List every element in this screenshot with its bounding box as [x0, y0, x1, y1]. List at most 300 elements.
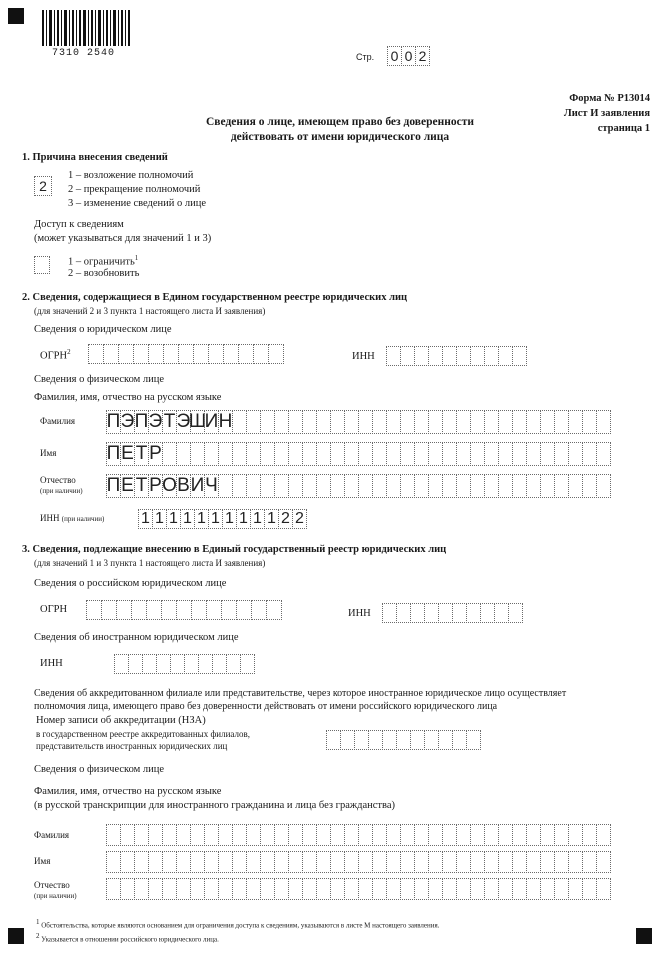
char-cell[interactable]: [208, 344, 224, 364]
char-cell[interactable]: [512, 442, 527, 466]
char-cell[interactable]: [480, 603, 495, 623]
char-cell[interactable]: [568, 410, 583, 434]
char-cell[interactable]: [114, 654, 129, 674]
char-cell[interactable]: [512, 474, 527, 498]
char-cell[interactable]: [274, 851, 289, 873]
char-cell[interactable]: [288, 442, 303, 466]
char-cell[interactable]: [204, 878, 219, 900]
char-cell[interactable]: [266, 600, 282, 620]
char-cell[interactable]: [442, 878, 457, 900]
char-cell[interactable]: [438, 730, 453, 750]
char-cell[interactable]: [288, 410, 303, 434]
char-cell[interactable]: [386, 878, 401, 900]
section3-name-cells[interactable]: [106, 851, 610, 873]
char-cell[interactable]: [442, 824, 457, 846]
char-cell[interactable]: 1: [194, 509, 209, 529]
char-cell[interactable]: Ч: [205, 475, 218, 496]
char-cell[interactable]: [232, 878, 247, 900]
char-cell[interactable]: [442, 474, 457, 498]
char-cell[interactable]: [526, 474, 541, 498]
char-cell[interactable]: [253, 344, 269, 364]
char-cell[interactable]: [88, 344, 104, 364]
char-cell[interactable]: [498, 410, 513, 434]
char-cell[interactable]: [512, 410, 527, 434]
char-cell[interactable]: [372, 442, 387, 466]
char-cell[interactable]: [118, 344, 134, 364]
char-cell[interactable]: [120, 878, 135, 900]
section3-patronymic-cells[interactable]: [106, 878, 610, 900]
char-cell[interactable]: [358, 851, 373, 873]
char-cell[interactable]: [148, 878, 163, 900]
char-cell[interactable]: [316, 878, 331, 900]
char-cell[interactable]: [176, 824, 191, 846]
char-cell[interactable]: [316, 474, 331, 498]
char-cell[interactable]: [236, 600, 252, 620]
char-cell[interactable]: [148, 851, 163, 873]
access-cell[interactable]: [34, 256, 49, 274]
char-cell[interactable]: Э: [148, 411, 163, 432]
char-cell[interactable]: 1: [236, 509, 251, 529]
char-cell[interactable]: И: [190, 475, 205, 496]
char-cell[interactable]: [344, 851, 359, 873]
char-cell[interactable]: 2: [415, 46, 430, 66]
char-cell[interactable]: [498, 851, 513, 873]
char-cell[interactable]: [582, 824, 597, 846]
char-cell[interactable]: [156, 654, 171, 674]
char-cell[interactable]: [554, 474, 569, 498]
char-cell[interactable]: [302, 442, 317, 466]
char-cell[interactable]: В: [177, 475, 190, 496]
section2-inn-cells[interactable]: [386, 346, 526, 366]
section3-ogrn-cells[interactable]: [86, 600, 281, 620]
char-cell[interactable]: [596, 851, 611, 873]
char-cell[interactable]: [400, 824, 415, 846]
char-cell[interactable]: [260, 474, 275, 498]
char-cell[interactable]: [146, 600, 162, 620]
char-cell[interactable]: [232, 851, 247, 873]
char-cell[interactable]: [302, 878, 317, 900]
char-cell[interactable]: [424, 603, 439, 623]
char-cell[interactable]: [400, 878, 415, 900]
char-cell[interactable]: [274, 410, 289, 434]
char-cell[interactable]: Ш: [188, 411, 207, 432]
char-cell[interactable]: [484, 851, 499, 873]
char-cell[interactable]: [414, 851, 429, 873]
char-cell[interactable]: [326, 730, 341, 750]
char-cell[interactable]: [498, 824, 513, 846]
char-cell[interactable]: Р: [149, 475, 162, 496]
char-cell[interactable]: [512, 878, 527, 900]
section2-inn-person-cells[interactable]: [138, 509, 306, 529]
char-cell[interactable]: [382, 603, 397, 623]
char-cell[interactable]: [442, 346, 457, 366]
char-cell[interactable]: [34, 256, 50, 274]
char-cell[interactable]: [596, 824, 611, 846]
char-cell[interactable]: [190, 824, 205, 846]
char-cell[interactable]: [330, 851, 345, 873]
char-cell[interactable]: 0: [387, 46, 402, 66]
char-cell[interactable]: [372, 410, 387, 434]
char-cell[interactable]: [190, 851, 205, 873]
char-cell[interactable]: [134, 851, 149, 873]
char-cell[interactable]: [456, 878, 471, 900]
char-cell[interactable]: [582, 410, 597, 434]
char-cell[interactable]: [232, 824, 247, 846]
char-cell[interactable]: [400, 346, 415, 366]
char-cell[interactable]: [568, 442, 583, 466]
char-cell[interactable]: 1: [250, 509, 265, 529]
char-cell[interactable]: [386, 410, 401, 434]
char-cell[interactable]: [386, 824, 401, 846]
char-cell[interactable]: [386, 346, 401, 366]
char-cell[interactable]: [596, 410, 611, 434]
section3-inn-cells[interactable]: [382, 603, 522, 623]
char-cell[interactable]: [554, 442, 569, 466]
char-cell[interactable]: [512, 851, 527, 873]
char-cell[interactable]: [246, 410, 261, 434]
char-cell[interactable]: П: [106, 443, 121, 464]
char-cell[interactable]: [302, 474, 317, 498]
char-cell[interactable]: [540, 474, 555, 498]
char-cell[interactable]: [101, 600, 117, 620]
char-cell[interactable]: [316, 851, 331, 873]
char-cell[interactable]: [456, 851, 471, 873]
char-cell[interactable]: [330, 878, 345, 900]
char-cell[interactable]: [554, 878, 569, 900]
char-cell[interactable]: [540, 878, 555, 900]
char-cell[interactable]: [170, 654, 185, 674]
char-cell[interactable]: [596, 474, 611, 498]
char-cell[interactable]: [428, 851, 443, 873]
char-cell[interactable]: Э: [120, 411, 135, 432]
char-cell[interactable]: [452, 603, 467, 623]
char-cell[interactable]: [246, 851, 261, 873]
char-cell[interactable]: [498, 442, 513, 466]
char-cell[interactable]: [246, 442, 261, 466]
char-cell[interactable]: [260, 851, 275, 873]
char-cell[interactable]: [246, 878, 261, 900]
char-cell[interactable]: [316, 442, 331, 466]
char-cell[interactable]: [414, 878, 429, 900]
char-cell[interactable]: [288, 824, 303, 846]
char-cell[interactable]: [316, 824, 331, 846]
char-cell[interactable]: [456, 410, 471, 434]
char-cell[interactable]: [142, 654, 157, 674]
char-cell[interactable]: [128, 654, 143, 674]
char-cell[interactable]: [274, 878, 289, 900]
char-cell[interactable]: П: [106, 411, 121, 432]
char-cell[interactable]: [260, 878, 275, 900]
char-cell[interactable]: [526, 824, 541, 846]
char-cell[interactable]: [340, 730, 355, 750]
char-cell[interactable]: [358, 410, 373, 434]
char-cell[interactable]: [484, 474, 499, 498]
char-cell[interactable]: [400, 410, 415, 434]
char-cell[interactable]: [190, 878, 205, 900]
char-cell[interactable]: П: [106, 475, 121, 496]
char-cell[interactable]: 1: [208, 509, 223, 529]
char-cell[interactable]: [226, 654, 241, 674]
char-cell[interactable]: [484, 346, 499, 366]
char-cell[interactable]: [400, 442, 415, 466]
char-cell[interactable]: О: [162, 475, 177, 496]
char-cell[interactable]: [456, 442, 471, 466]
char-cell[interactable]: Т: [163, 411, 176, 432]
char-cell[interactable]: [526, 442, 541, 466]
char-cell[interactable]: 2: [292, 509, 307, 529]
char-cell[interactable]: [442, 851, 457, 873]
char-cell[interactable]: [470, 878, 485, 900]
char-cell[interactable]: [372, 851, 387, 873]
char-cell[interactable]: Т: [135, 475, 148, 496]
char-cell[interactable]: [470, 474, 485, 498]
char-cell[interactable]: [232, 442, 247, 466]
char-cell[interactable]: [176, 851, 191, 873]
section3-surname-cells[interactable]: [106, 824, 610, 846]
char-cell[interactable]: [260, 410, 275, 434]
char-cell[interactable]: [260, 824, 275, 846]
char-cell[interactable]: [251, 600, 267, 620]
char-cell[interactable]: [428, 346, 443, 366]
char-cell[interactable]: Т: [135, 443, 148, 464]
char-cell[interactable]: [396, 603, 411, 623]
char-cell[interactable]: [106, 824, 121, 846]
char-cell[interactable]: [204, 442, 219, 466]
char-cell[interactable]: [354, 730, 369, 750]
char-cell[interactable]: [372, 474, 387, 498]
char-cell[interactable]: [442, 410, 457, 434]
char-cell[interactable]: [452, 730, 467, 750]
char-cell[interactable]: [344, 824, 359, 846]
char-cell[interactable]: [106, 878, 121, 900]
char-cell[interactable]: [428, 824, 443, 846]
char-cell[interactable]: [582, 442, 597, 466]
char-cell[interactable]: [316, 410, 331, 434]
char-cell[interactable]: [400, 851, 415, 873]
char-cell[interactable]: И: [204, 411, 219, 432]
char-cell[interactable]: [554, 851, 569, 873]
char-cell[interactable]: [223, 344, 239, 364]
char-cell[interactable]: [596, 442, 611, 466]
char-cell[interactable]: [302, 410, 317, 434]
char-cell[interactable]: [178, 344, 194, 364]
char-cell[interactable]: [386, 442, 401, 466]
char-cell[interactable]: [120, 824, 135, 846]
char-cell[interactable]: [456, 346, 471, 366]
char-cell[interactable]: [344, 474, 359, 498]
char-cell[interactable]: [162, 851, 177, 873]
char-cell[interactable]: [554, 824, 569, 846]
char-cell[interactable]: [568, 824, 583, 846]
section2-patronymic-cells[interactable]: [106, 474, 610, 498]
char-cell[interactable]: 0: [401, 46, 416, 66]
char-cell[interactable]: [133, 344, 149, 364]
section3-nza-cells[interactable]: [326, 730, 480, 750]
char-cell[interactable]: Е: [121, 443, 134, 464]
reason-cell[interactable]: [34, 176, 51, 196]
char-cell[interactable]: [238, 344, 254, 364]
char-cell[interactable]: [162, 878, 177, 900]
char-cell[interactable]: [218, 824, 233, 846]
char-cell[interactable]: [410, 730, 425, 750]
char-cell[interactable]: [358, 824, 373, 846]
char-cell[interactable]: [414, 410, 429, 434]
char-cell[interactable]: [204, 824, 219, 846]
char-cell[interactable]: [190, 442, 205, 466]
char-cell[interactable]: [554, 410, 569, 434]
char-cell[interactable]: [274, 474, 289, 498]
char-cell[interactable]: [176, 600, 192, 620]
char-cell[interactable]: [442, 442, 457, 466]
char-cell[interactable]: [596, 878, 611, 900]
char-cell[interactable]: [540, 824, 555, 846]
char-cell[interactable]: [382, 730, 397, 750]
char-cell[interactable]: [470, 410, 485, 434]
char-cell[interactable]: [206, 600, 222, 620]
char-cell[interactable]: [288, 851, 303, 873]
char-cell[interactable]: [386, 474, 401, 498]
char-cell[interactable]: [428, 878, 443, 900]
char-cell[interactable]: [568, 878, 583, 900]
char-cell[interactable]: [498, 346, 513, 366]
char-cell[interactable]: [86, 600, 102, 620]
char-cell[interactable]: [330, 442, 345, 466]
char-cell[interactable]: [288, 878, 303, 900]
char-cell[interactable]: [400, 474, 415, 498]
char-cell[interactable]: [274, 442, 289, 466]
char-cell[interactable]: Р: [149, 443, 162, 464]
char-cell[interactable]: [218, 878, 233, 900]
char-cell[interactable]: [116, 600, 132, 620]
char-cell[interactable]: [302, 824, 317, 846]
char-cell[interactable]: [568, 851, 583, 873]
char-cell[interactable]: [428, 442, 443, 466]
char-cell[interactable]: [232, 410, 247, 434]
char-cell[interactable]: [218, 442, 233, 466]
char-cell[interactable]: [568, 474, 583, 498]
char-cell[interactable]: [498, 878, 513, 900]
char-cell[interactable]: [274, 824, 289, 846]
char-cell[interactable]: [148, 344, 164, 364]
char-cell[interactable]: [526, 878, 541, 900]
char-cell[interactable]: [372, 878, 387, 900]
char-cell[interactable]: [484, 824, 499, 846]
char-cell[interactable]: [134, 878, 149, 900]
char-cell[interactable]: [106, 851, 121, 873]
char-cell[interactable]: [358, 878, 373, 900]
char-cell[interactable]: [470, 851, 485, 873]
char-cell[interactable]: [148, 824, 163, 846]
section3-foreign-inn-cells[interactable]: [114, 654, 254, 674]
char-cell[interactable]: [526, 851, 541, 873]
char-cell[interactable]: [162, 442, 177, 466]
char-cell[interactable]: [540, 410, 555, 434]
char-cell[interactable]: [484, 410, 499, 434]
char-cell[interactable]: [260, 442, 275, 466]
char-cell[interactable]: [512, 824, 527, 846]
char-cell[interactable]: [512, 346, 527, 366]
char-cell[interactable]: [396, 730, 411, 750]
char-cell[interactable]: [330, 474, 345, 498]
char-cell[interactable]: [131, 600, 147, 620]
char-cell[interactable]: [428, 410, 443, 434]
char-cell[interactable]: [330, 824, 345, 846]
char-cell[interactable]: [358, 474, 373, 498]
char-cell[interactable]: [218, 851, 233, 873]
char-cell[interactable]: Н: [218, 411, 233, 432]
char-cell[interactable]: 1: [222, 509, 237, 529]
section2-surname-cells[interactable]: [106, 410, 610, 434]
char-cell[interactable]: [103, 344, 119, 364]
char-cell[interactable]: [456, 824, 471, 846]
char-cell[interactable]: [582, 851, 597, 873]
char-cell[interactable]: 2: [34, 176, 52, 196]
char-cell[interactable]: [176, 442, 191, 466]
char-cell[interactable]: [368, 730, 383, 750]
char-cell[interactable]: 1: [180, 509, 195, 529]
char-cell[interactable]: [508, 603, 523, 623]
char-cell[interactable]: [372, 824, 387, 846]
char-cell[interactable]: [268, 344, 284, 364]
char-cell[interactable]: [120, 851, 135, 873]
char-cell[interactable]: [414, 824, 429, 846]
char-cell[interactable]: [540, 442, 555, 466]
char-cell[interactable]: [198, 654, 213, 674]
char-cell[interactable]: [582, 474, 597, 498]
char-cell[interactable]: [410, 603, 425, 623]
char-cell[interactable]: [428, 474, 443, 498]
char-cell[interactable]: [288, 474, 303, 498]
char-cell[interactable]: [414, 474, 429, 498]
char-cell[interactable]: [246, 824, 261, 846]
char-cell[interactable]: [162, 824, 177, 846]
char-cell[interactable]: [466, 730, 481, 750]
char-cell[interactable]: [526, 410, 541, 434]
char-cell[interactable]: [330, 410, 345, 434]
char-cell[interactable]: 1: [152, 509, 167, 529]
char-cell[interactable]: [456, 474, 471, 498]
char-cell[interactable]: Э: [176, 411, 191, 432]
char-cell[interactable]: [246, 474, 261, 498]
section2-ogrn-cells[interactable]: [88, 344, 283, 364]
char-cell[interactable]: [484, 442, 499, 466]
char-cell[interactable]: [232, 474, 247, 498]
char-cell[interactable]: 1: [166, 509, 181, 529]
char-cell[interactable]: [494, 603, 509, 623]
char-cell[interactable]: [191, 600, 207, 620]
char-cell[interactable]: [240, 654, 255, 674]
char-cell[interactable]: [540, 851, 555, 873]
char-cell[interactable]: [184, 654, 199, 674]
char-cell[interactable]: [414, 346, 429, 366]
char-cell[interactable]: [582, 878, 597, 900]
char-cell[interactable]: [204, 851, 219, 873]
char-cell[interactable]: [193, 344, 209, 364]
char-cell[interactable]: 1: [138, 509, 153, 529]
char-cell[interactable]: [344, 410, 359, 434]
char-cell[interactable]: 2: [278, 509, 293, 529]
char-cell[interactable]: [344, 442, 359, 466]
char-cell[interactable]: [358, 442, 373, 466]
char-cell[interactable]: [484, 878, 499, 900]
char-cell[interactable]: Е: [121, 475, 134, 496]
char-cell[interactable]: [470, 442, 485, 466]
char-cell[interactable]: [438, 603, 453, 623]
char-cell[interactable]: [161, 600, 177, 620]
char-cell[interactable]: [470, 824, 485, 846]
char-cell[interactable]: [386, 851, 401, 873]
char-cell[interactable]: [176, 878, 191, 900]
